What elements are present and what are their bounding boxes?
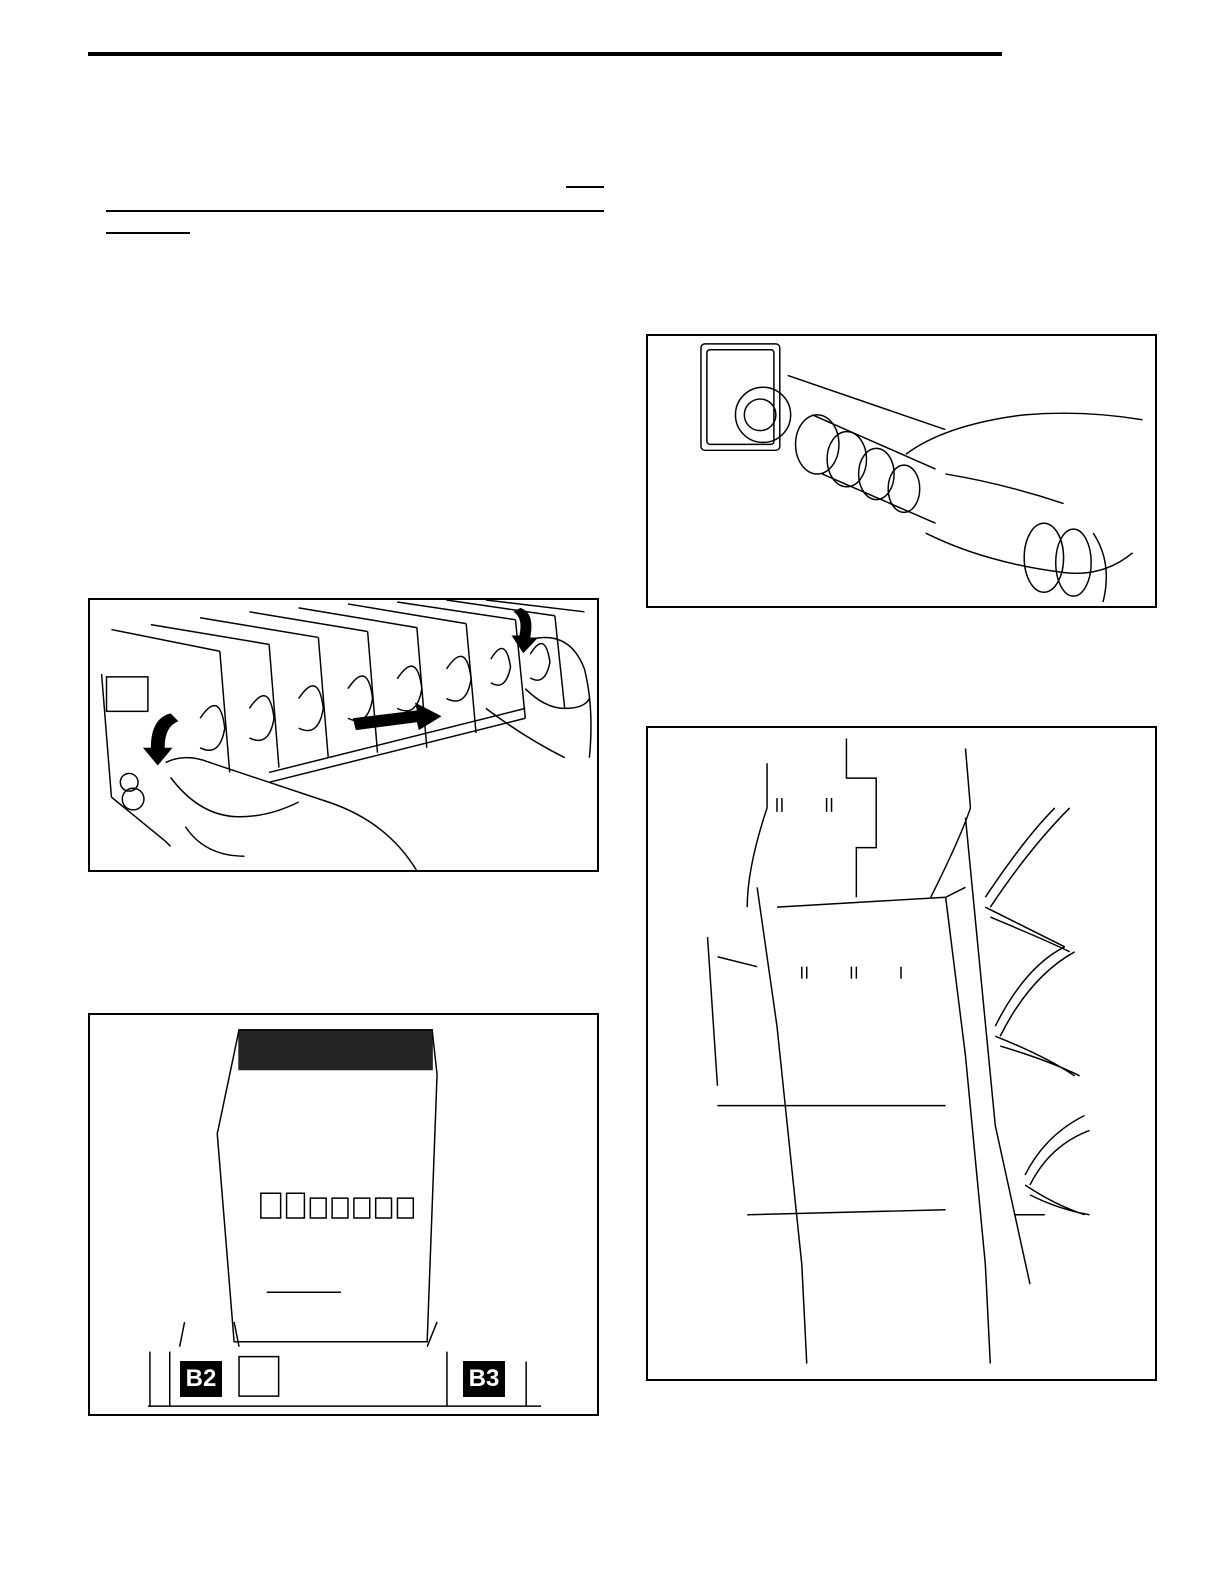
label-b2-badge: B2 (180, 1361, 222, 1397)
figure-shelf-removal (88, 598, 599, 872)
label-b3-badge: B3 (463, 1361, 505, 1397)
underline-fragment (106, 232, 190, 234)
underline-fragment (106, 210, 604, 212)
figure-hose-connection (646, 334, 1157, 608)
figure-column (646, 726, 1157, 1381)
figure-bag (88, 1013, 599, 1416)
hose-illustration (648, 336, 1155, 606)
header-rule (88, 52, 1002, 56)
bag-illustration (90, 1015, 597, 1414)
shelf-illustration (90, 600, 597, 870)
underline-fragment (566, 186, 604, 188)
column-illustration (648, 728, 1155, 1379)
